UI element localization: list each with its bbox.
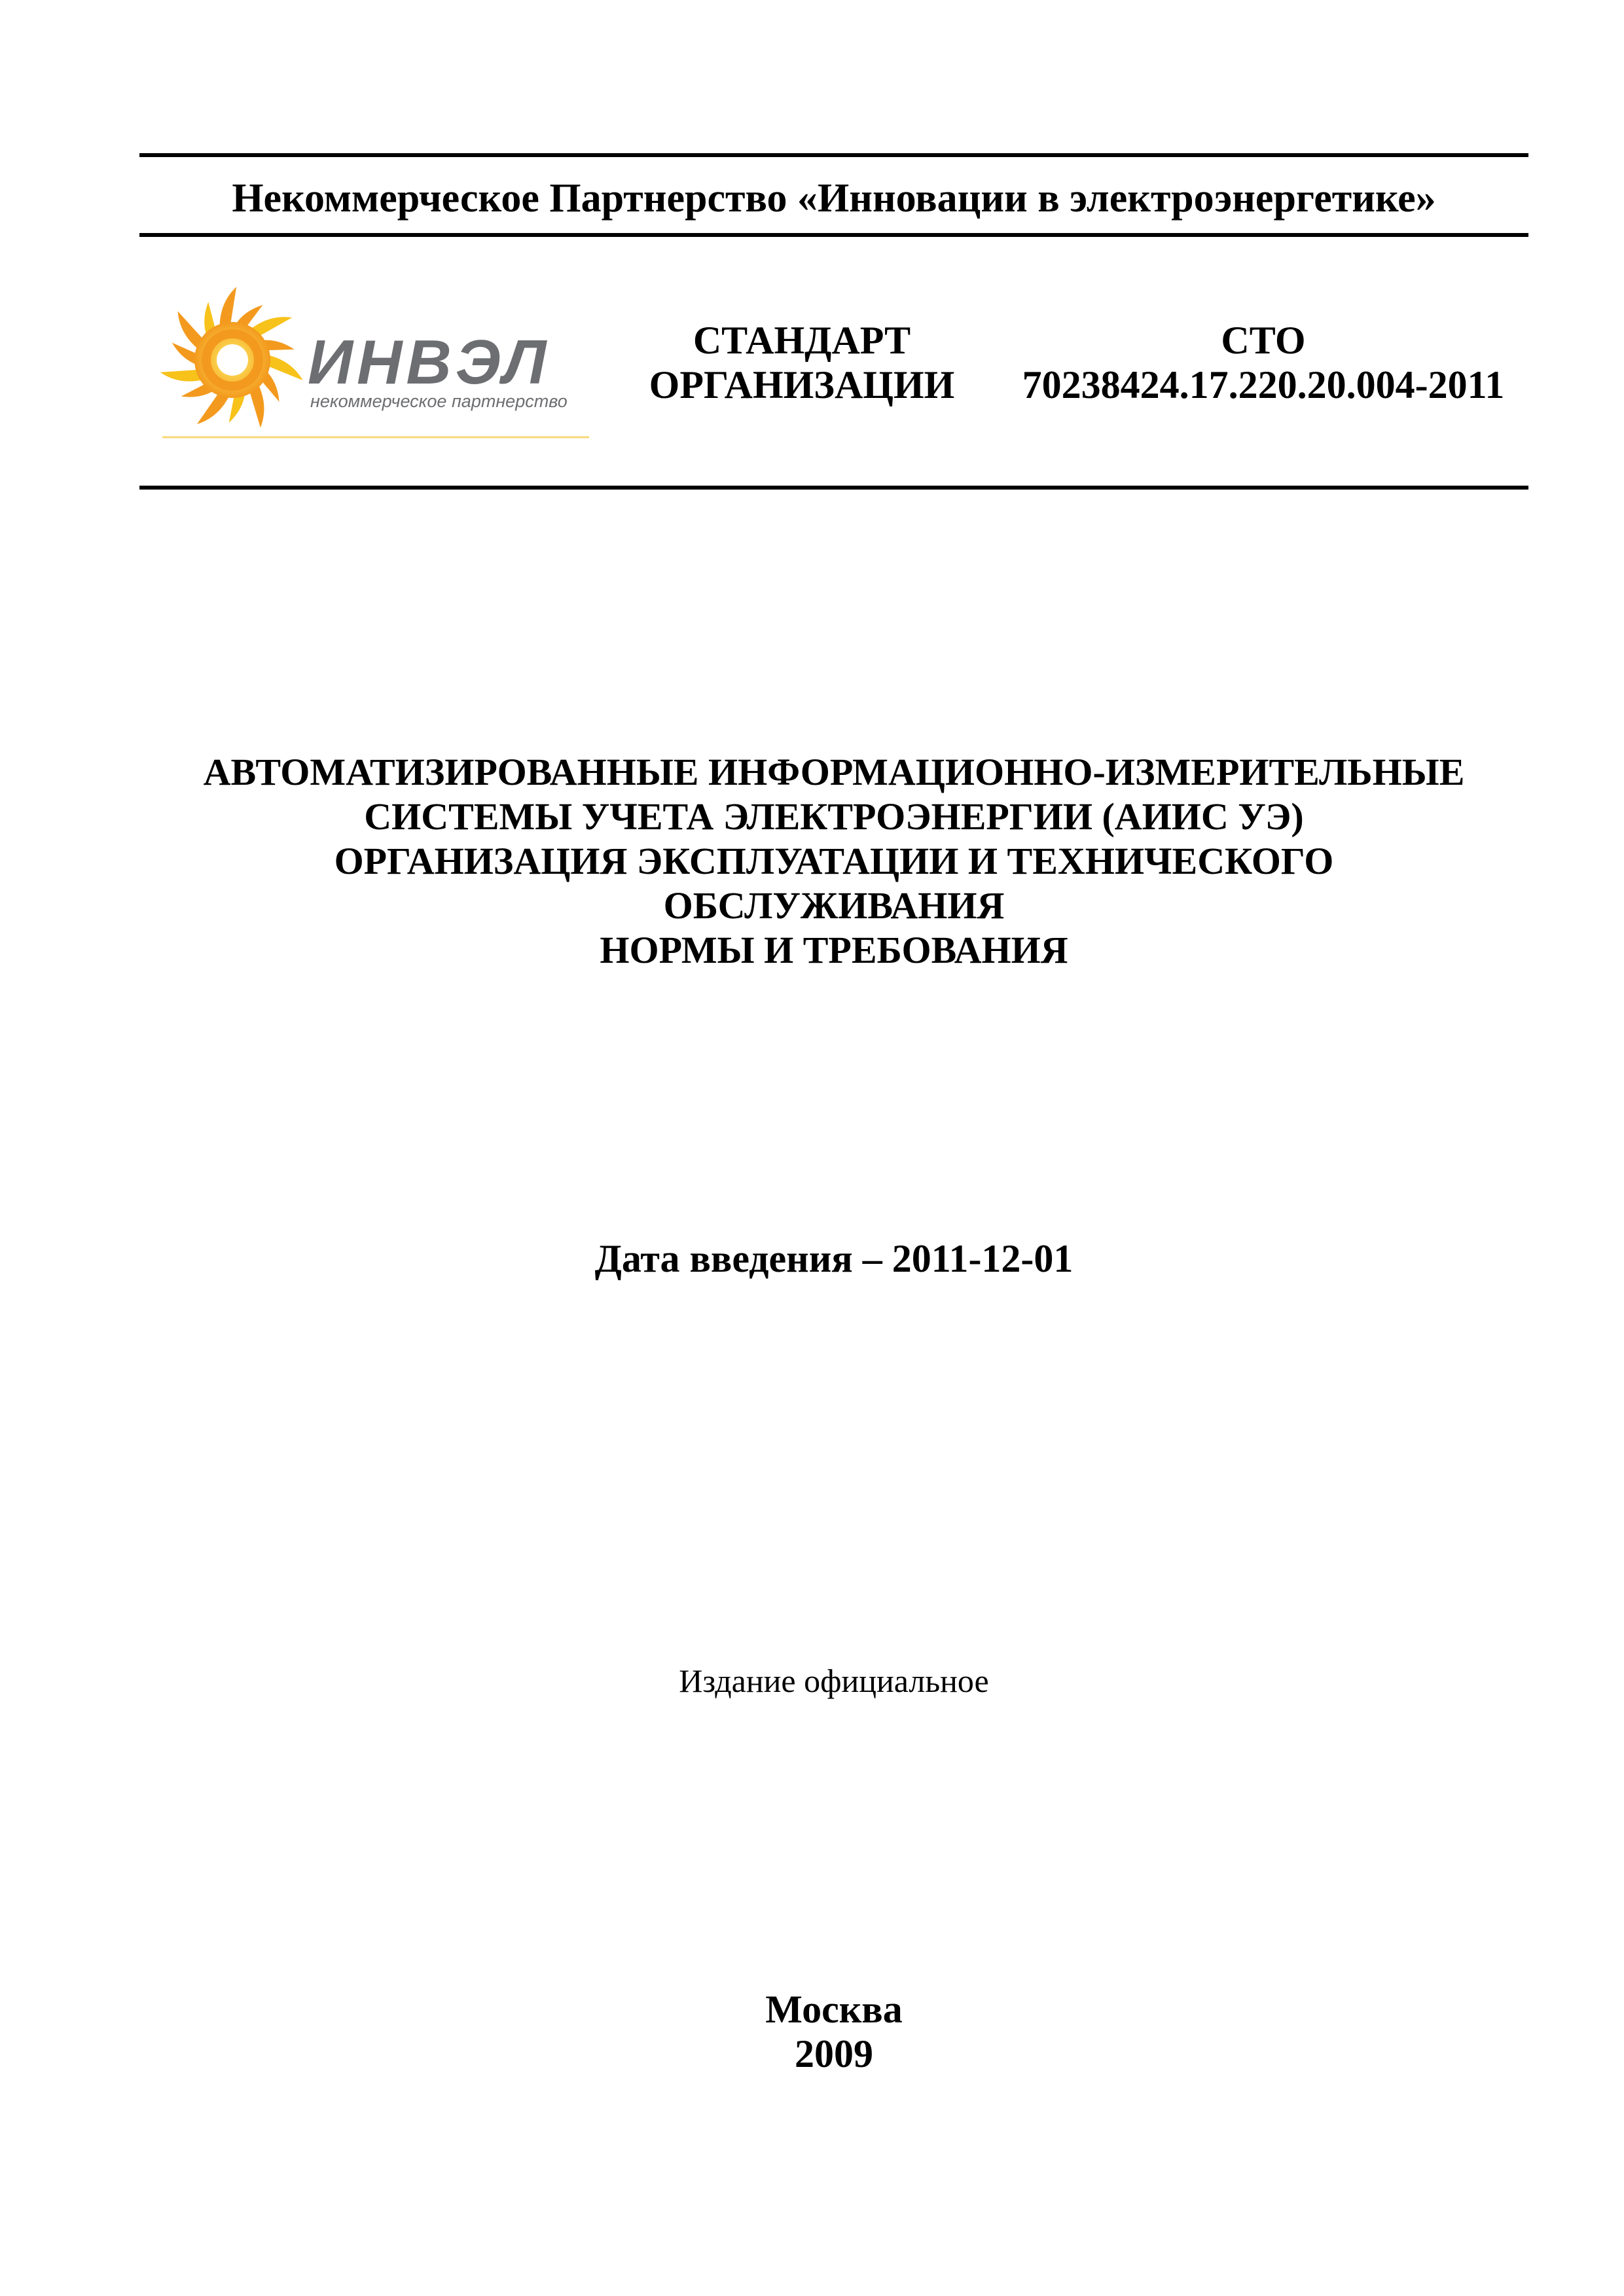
title-line: ОБСЛУЖИВАНИЯ xyxy=(663,884,1005,927)
top-rule xyxy=(139,153,1528,157)
standard-code-number: 70238424.17.220.20.004-2011 xyxy=(1022,363,1505,406)
edition-note: Издание официальное xyxy=(679,1662,989,1699)
title-line: НОРМЫ И ТРЕБОВАНИЯ xyxy=(600,929,1068,971)
title-line: СИСТЕМЫ УЧЕТА ЭЛЕКТРОЭНЕРГИИ (АИИС УЭ) xyxy=(364,795,1304,838)
logo-wordmark: ИНВЭЛ xyxy=(308,327,550,397)
title-line: АВТОМАТИЗИРОВАННЫЕ ИНФОРМАЦИОННО-ИЗМЕРИТЕЛЬНЫЕ xyxy=(203,751,1465,793)
standard-code-prefix: СТО xyxy=(1221,319,1306,362)
sun-logo-icon xyxy=(157,281,596,445)
introduction-date: Дата введения – 2011-12-01 xyxy=(594,1237,1074,1280)
publication-city: Москва xyxy=(765,1988,903,2031)
standard-label-line: СТАНДАРТ xyxy=(693,319,911,362)
publication-footer xyxy=(139,1987,1528,2076)
document-title xyxy=(139,750,1528,973)
publication-year: 2009 xyxy=(795,2032,873,2075)
standard-bottom-rule xyxy=(139,486,1528,490)
sun-core-icon xyxy=(217,344,248,376)
title-line: ОРГАНИЗАЦИЯ ЭКСПЛУАТАЦИИ И ТЕХНИЧЕСКОГО xyxy=(334,840,1334,882)
sun-ray-icon xyxy=(266,355,302,380)
invel-logo xyxy=(157,281,596,445)
organization-header: Некоммерческое Партнерство «Инновации в электроэнергетике» xyxy=(232,176,1436,221)
standard-label xyxy=(628,318,975,407)
standard-label-line: ОРГАНИЗАЦИИ xyxy=(649,363,955,406)
header-bottom-rule xyxy=(139,233,1528,237)
standard-code xyxy=(1008,318,1519,407)
logo-tagline: некоммерческое партнерство xyxy=(310,391,568,411)
